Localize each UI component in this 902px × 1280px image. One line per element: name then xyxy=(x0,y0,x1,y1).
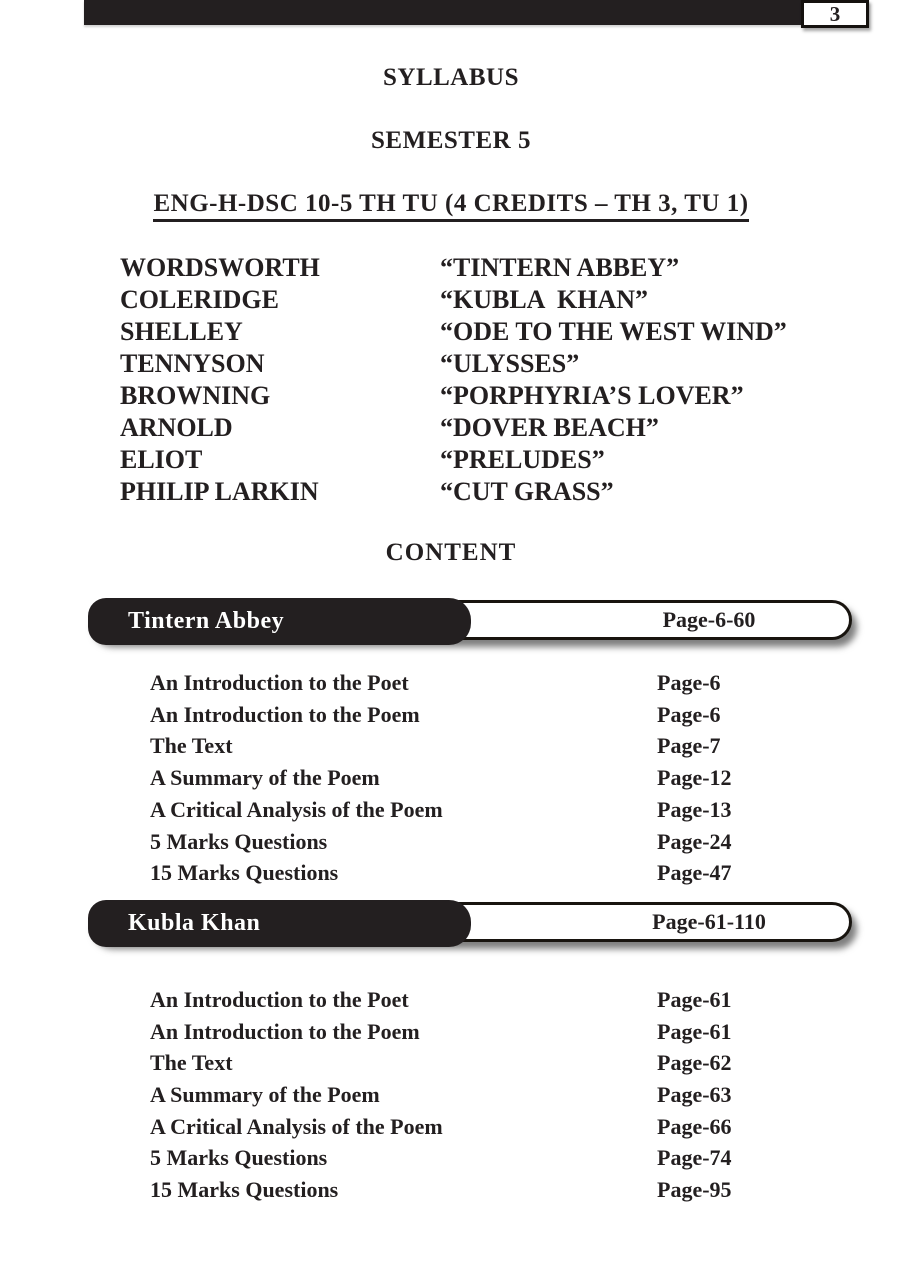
toc-item-label: 15 Marks Questions xyxy=(150,860,339,886)
toc-row xyxy=(150,667,852,699)
toc-row xyxy=(150,857,852,889)
toc-item-page: Page-6 xyxy=(657,701,721,727)
toc-item-label: 5 Marks Questions xyxy=(150,1145,328,1171)
syllabus-list xyxy=(120,252,842,508)
toc-item-page: Page-62 xyxy=(657,1050,732,1076)
poem-title: “ODE TO THE WEST WIND” xyxy=(440,317,787,346)
content-heading: CONTENT xyxy=(385,539,517,566)
section-title-pill xyxy=(88,598,471,645)
semester-title: SEMESTER 5 xyxy=(371,127,531,154)
toc-item-page: Page-47 xyxy=(657,860,732,886)
syllabus-row xyxy=(120,476,842,508)
toc-row xyxy=(150,1174,852,1206)
course-code-text: ENG-H-DSC 10-5 TH TU (4 CREDITS – TH 3, TU 1) xyxy=(153,190,748,222)
page-number-box xyxy=(801,0,869,28)
toc-item-page: Page-66 xyxy=(657,1113,732,1139)
section-page-range: Page-61-110 xyxy=(652,908,766,934)
toc-item-label: An Introduction to the Poet xyxy=(150,986,409,1012)
section-title-pill xyxy=(88,900,471,947)
syllabus-title: SYLLABUS xyxy=(383,64,519,91)
toc-item-label: 15 Marks Questions xyxy=(150,1177,339,1203)
toc-item-label: An Introduction to the Poet xyxy=(150,670,409,695)
toc-item-label: A Critical Analysis of the Poem xyxy=(150,796,443,822)
syllabus-row xyxy=(120,284,842,316)
toc-row xyxy=(150,1016,852,1048)
toc-row xyxy=(150,826,852,858)
poet-name: SHELLEY xyxy=(120,317,243,346)
toc-row xyxy=(150,1079,852,1111)
poet-name: ARNOLD xyxy=(120,413,233,442)
poet-name: BROWNING xyxy=(120,381,271,410)
toc-item-label: A Summary of the Poem xyxy=(150,1082,380,1108)
content-sections xyxy=(88,600,852,1206)
toc-row xyxy=(150,730,852,762)
content-section xyxy=(88,902,852,1206)
header-rule xyxy=(84,0,869,25)
section-title: Kubla Khan xyxy=(128,909,261,936)
syllabus-row xyxy=(120,412,842,444)
section-title: Tintern Abbey xyxy=(128,608,285,634)
toc-item-label: The Text xyxy=(150,1050,233,1076)
poem-title: “ULYSSES” xyxy=(440,349,580,378)
toc-row xyxy=(150,1111,852,1143)
toc-item-page: Page-95 xyxy=(657,1177,732,1203)
section-bar xyxy=(88,902,852,942)
toc-item-page: Page-7 xyxy=(657,733,721,759)
poem-title: “PORPHYRIA’S LOVER” xyxy=(440,381,744,410)
course-code xyxy=(0,191,902,217)
toc-item-label: 5 Marks Questions xyxy=(150,828,328,854)
toc-item-label: An Introduction to the Poem xyxy=(150,1018,420,1044)
poet-name: PHILIP LARKIN xyxy=(120,477,319,506)
toc-row xyxy=(150,1142,852,1174)
toc-item-label: A Critical Analysis of the Poem xyxy=(150,1113,443,1139)
poet-name: WORDSWORTH xyxy=(120,253,320,282)
toc-row xyxy=(150,699,852,731)
toc-row xyxy=(150,1047,852,1079)
syllabus-row xyxy=(120,316,842,348)
toc-item-label: The Text xyxy=(150,733,233,759)
section-bar xyxy=(88,600,852,640)
poem-title: “CUT GRASS” xyxy=(440,477,614,506)
toc-item-label: An Introduction to the Poem xyxy=(150,701,420,727)
toc-item-page: Page-74 xyxy=(657,1145,732,1171)
poet-name: ELIOT xyxy=(120,445,203,474)
section-page-range: Page-6-60 xyxy=(662,607,756,632)
poem-title: “KUBLA KHAN” xyxy=(440,285,649,314)
poet-name: TENNYSON xyxy=(120,349,265,378)
poem-title: “PRELUDES” xyxy=(440,445,605,474)
content-section xyxy=(88,600,852,889)
toc-item-page: Page-63 xyxy=(657,1082,732,1108)
section-page-range-box xyxy=(469,905,849,939)
section-item-list xyxy=(150,984,852,1206)
poem-title: “TINTERN ABBEY” xyxy=(440,253,680,282)
section-page-range-box xyxy=(469,603,849,637)
syllabus-row xyxy=(120,348,842,380)
syllabus-row xyxy=(120,444,842,476)
toc-row xyxy=(150,794,852,826)
syllabus-row xyxy=(120,252,842,284)
section-item-list xyxy=(150,667,852,889)
toc-item-page: Page-6 xyxy=(657,670,721,695)
toc-item-page: Page-61 xyxy=(657,1018,732,1044)
toc-item-page: Page-61 xyxy=(657,986,732,1012)
syllabus-row xyxy=(120,380,842,412)
poem-title: “DOVER BEACH” xyxy=(440,413,659,442)
toc-row xyxy=(150,762,852,794)
poet-name: COLERIDGE xyxy=(120,285,279,314)
page-number: 3 xyxy=(829,1,841,26)
toc-item-label: A Summary of the Poem xyxy=(150,765,380,791)
toc-item-page: Page-13 xyxy=(657,796,732,822)
toc-row xyxy=(150,984,852,1016)
toc-item-page: Page-12 xyxy=(657,765,732,791)
toc-item-page: Page-24 xyxy=(657,828,732,854)
